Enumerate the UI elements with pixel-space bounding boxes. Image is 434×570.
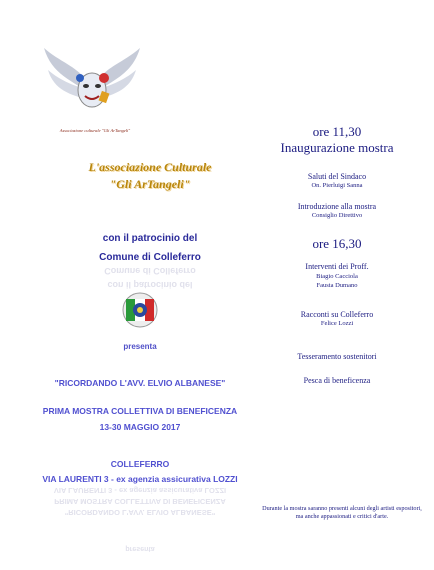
program-mayor: On. Pierluigi Sanna — [311, 182, 363, 189]
event-city: COLLEFERRO — [110, 459, 170, 469]
patronage-line1: con il patrocinio del — [102, 233, 198, 244]
program-note: Durante la mostra saranno presenti alcuni degli artisti espositori, ma anche appassionati e critici d'arte. — [262, 505, 422, 520]
event-subtitle: PRIMA MOSTRA COLLETTIVA DI BENEFICENZA — [42, 406, 238, 416]
address-reflection: VIA LAURENTI 3 - ex agenzia assicurativa LOZZI — [53, 486, 227, 495]
presenta-label: presenta — [123, 342, 157, 351]
association-name-line2: "Gli ArTangeli" — [109, 177, 191, 191]
patronage-reflection1: Comune di Colleferro — [104, 266, 196, 276]
program-interventions: Interventi dei Proff. — [305, 262, 369, 271]
program-speaker1: Biagio Cacciola — [316, 273, 358, 280]
subtitle-reflection: PRIMA MOSTRA COLLETTIVA DI BENEFICENZA — [54, 497, 226, 506]
event-address: VIA LAURENTI 3 - ex agenzia assicurativa LOZZI — [42, 474, 238, 484]
municipal-crest-icon — [121, 291, 159, 329]
association-name-line1: L'associazione Culturale — [88, 160, 212, 174]
program-inauguration: Inaugurazione mostra — [280, 140, 394, 155]
patronage-line2: Comune di Colleferro — [99, 252, 201, 263]
title-reflection: "RICORDANDO L'AVV. ELVIO ALBANESE" — [64, 508, 216, 517]
patronage-reflection2: con il patrocinio del — [107, 280, 193, 290]
logo-caption: Associazione culturale "Gli ArTangeli" — [59, 128, 131, 133]
program-storyteller: Felice Lozzi — [320, 320, 354, 327]
program-stories: Racconti su Colleferro — [300, 310, 374, 319]
program-intro: Introduzione alla mostra — [297, 202, 377, 211]
program-time-afternoon: ore 16,30 — [312, 236, 362, 251]
event-title: "RICORDANDO L'AVV. ELVIO ALBANESE" — [54, 378, 226, 388]
presenta-reflection: presenta — [125, 545, 155, 552]
winged-mask-icon — [42, 40, 142, 132]
program-greetings: Saluti del Sindaco — [307, 172, 367, 181]
program-speaker2: Fausta Dumano — [316, 282, 358, 289]
program-time-morning: ore 11,30 — [312, 124, 362, 139]
program-board: Consiglio Direttivo — [311, 212, 363, 219]
program-lottery: Pesca di beneficenza — [303, 376, 371, 385]
program-membership: Tesseramento sostenitori — [297, 352, 377, 361]
event-dates: 13-30 MAGGIO 2017 — [99, 422, 181, 432]
